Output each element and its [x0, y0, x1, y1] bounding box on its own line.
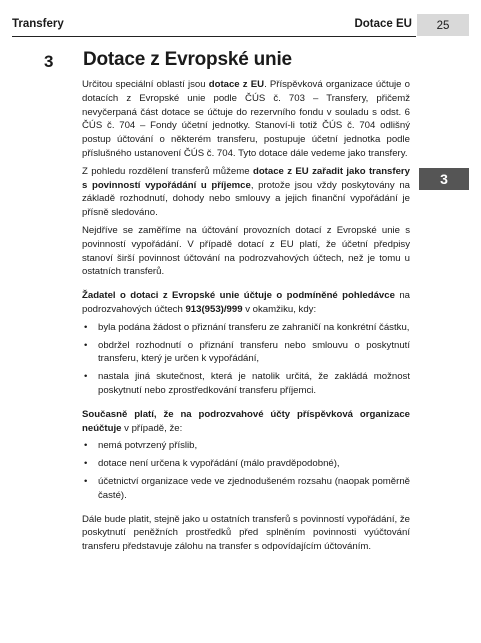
list-item: • účetnictví organizace vede ve zjednodušeném rozsahu (naopak poměrně časté). [82, 475, 410, 503]
list-item: • nemá potvrzený příslib, [82, 439, 410, 453]
paragraph-3: Nejdříve se zaměříme na účtování provozních dotací z Evropské unie s povinností vypořádání. V případě dotací z EU platí, že účetní předpisy stanoví širší povinnost účtování na podrozvahových účtech, než je tomu u ostatních transferů. [82, 224, 410, 278]
running-header [12, 14, 416, 37]
chapter-tab: 3 [419, 168, 469, 190]
paragraph-2: Z pohledu rozdělení transferů můžeme dotace z EU zařadit jako transfery s povinností vypořádání u příjemce, protože jsou vždy poskytovány na základě rozhodnutí, dohody nebo smlouvy a jejich finanční vypořádání je přísně sledováno. [82, 165, 410, 219]
list-item: • byla podána žádost o přiznání transferu ze zahraničí na konkrétní částku, [82, 321, 410, 335]
body-text [82, 78, 410, 558]
list-item: • dotace není určena k vypořádání (málo pravděpodobné), [82, 457, 410, 471]
paragraph-5: Současně platí, že na podrozvahové účty příspěvková organizace neúčtuje v případě, že: [82, 408, 410, 434]
header-section: Transfery [12, 18, 64, 30]
page-number: 25 [417, 14, 469, 36]
chapter-number: 3 [44, 52, 54, 71]
paragraph-4: Žadatel o dotaci z Evropské unie účtuje o podmíněné pohledávce na podrozvahových účtech 913(953)/999 v okamžiku, kdy: [82, 290, 410, 315]
list-exceptions [82, 439, 410, 502]
header-chapter: Dotace EU [354, 18, 412, 30]
chapter-title: Dotace z Evropské unie [83, 49, 292, 70]
paragraph-1: Určitou speciální oblastí jsou dotace z EU. Příspěvková organizace účtuje o dotacích z Evropské unie podle ČÚS č. 703 – Transfery, přičemž nevyčerpaná část dotace se účtuje do rezervního fondu v souladu s odst. 6 ČÚS č. 704 – Fondy účetní jednotky. Stanoví-li totiž ČÚS č. 704 odlišný postup účtování o některém transferu, postupuje účetní jednotka podle příslušného ustanovení ČÚS č. 704. Tyto dotace dále vedeme jako transfery. [82, 79, 410, 159]
list-item: • nastala jiná skutečnost, která je natolik určitá, že zakládá možnost poskytnutí nebo zprostředkování transferu příjemci. [82, 370, 410, 398]
paragraph-6: Dále bude platit, stejně jako u ostatních transferů s povinností vypořádání, že poskytnutí peněžních prostředků před splněním povinnosti vyúčtování transferu představuje zálohu na transfer s odpovídajícím účtováním. [82, 513, 410, 553]
list-item: • obdržel rozhodnutí o přiznání transferu nebo smlouvu o poskytnutí transferu, který je určen k vypořádání, [82, 339, 410, 367]
list-conditions [82, 321, 410, 398]
